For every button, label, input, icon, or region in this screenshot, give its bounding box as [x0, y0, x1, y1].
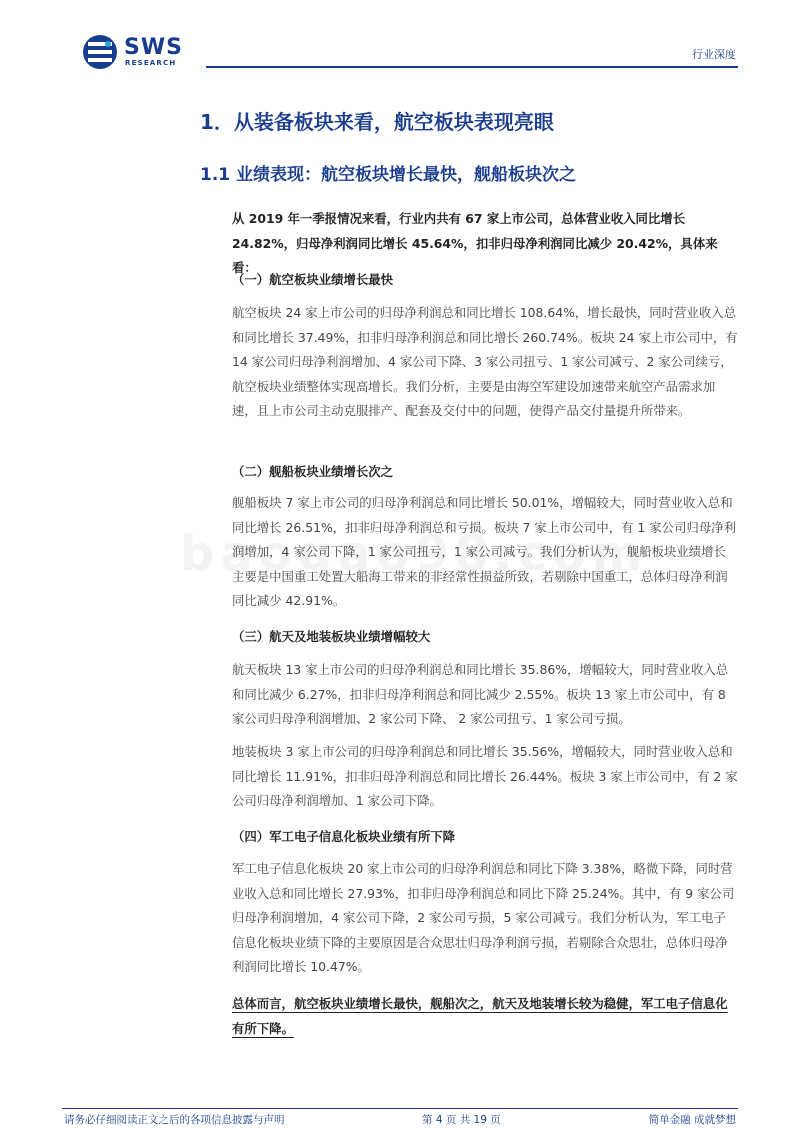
- page-number: 第 4 页 共 19 页: [422, 1114, 501, 1126]
- footer-slogan: 简单金融 成就梦想: [648, 1114, 736, 1126]
- paragraph-text: 舰船板块 7 家上市公司的归母净利润总和同比增长 50.01%，增幅较大，同时营业收入总和同比增长 26.51%，扣非归母净利润总和亏损。板块 7 家上市公司中，有 1 家公司归母净利润增加，4 家公司下降，1 家公司扭亏，1 家公司减亏。我们分析认为，舰船板块业绩增长主要是中国重工处置大船海工带来的非经常性损益所致，若剔除中国重工，总体归母净利润同比减少 42.91%。: [232, 495, 736, 608]
- summary-text: 总体而言，航空板块业绩增长最快，舰船次之，航天及地装增长较为稳健，军工电子信息化有所下降。: [232, 996, 728, 1036]
- paragraph-ground-equipment: [232, 740, 738, 814]
- brand-logo: [82, 34, 202, 70]
- footer-divider: [62, 1108, 738, 1109]
- watermark: [180, 526, 648, 582]
- logo-text: SWS: [124, 35, 183, 60]
- intro-text: 从 2019 年一季报情况来看，行业内共有 67 家上市公司，总体营业收入同比增长 24.82%，归母净利润同比增长 45.64%，扣非归母净利润同比减少 20.42%，具体来看：: [232, 211, 718, 275]
- paragraph-electronics: [232, 857, 738, 980]
- subheading-shipbuilding: （二）舰船板块业绩增长次之: [232, 464, 394, 479]
- summary-paragraph: [232, 992, 738, 1041]
- header-divider: [206, 66, 738, 68]
- logo-mark-icon: [82, 34, 118, 70]
- section-heading-1: 1．从装备板块来看，航空板块表现亮眼: [200, 110, 554, 134]
- paragraph-aviation: [232, 301, 738, 424]
- subheading-aviation: （一）航空板块业绩增长最快: [232, 272, 394, 287]
- logo-subtext: RESEARCH: [125, 59, 177, 67]
- section-heading-1-1: 1.1 业绩表现：航空板块增长最快，舰船板块次之: [200, 165, 577, 185]
- subheading-electronics: （四）军工电子信息化板块业绩有所下降: [232, 829, 456, 844]
- paragraph-text: 航空板块 24 家上市公司的归母净利润总和同比增长 108.64%，增长最快，同时营业收入总和同比增长 37.49%，扣非归母净利润总和同比增长 260.74%。板块 24 家上市公司中，有 14 家公司归母净利润增加、4 家公司下降、3 家公司扭亏、1 家公司减亏、2 家公司续亏，航空板块业绩整体实现高增长。我们分析，主要是由海空军建设加速带来航空产品需求加速，且上市公司主动克服排产、配套及交付中的问题，使得产品交付量提升所带来。: [232, 305, 738, 418]
- paragraph-text: 地装板块 3 家上市公司的归母净利润总和同比增长 35.56%，增幅较大，同时营业收入总和同比增长 11.91%，扣非归母净利润总和同比增长 26.44%。板块 3 家上市公司中，有 2 家公司归母净利润增加、1 家公司下降。: [232, 744, 738, 808]
- paragraph-text: 军工电子信息化板块 20 家上市公司的归母净利润总和同比下降 3.38%，略微下降，同时营业收入总和同比增长 27.93%，扣非归母净利润总和同比下降 25.24%。其中，有 9 家公司归母净利润增加，4 家公司下降，2 家公司亏损，5 家公司减亏。我们分析认为，军工电子信息化板块业绩下降的主要原因是合众思壮归母净利润亏损，若剔除合众思壮，总体归母净利润同比增长 10.47%。: [232, 861, 735, 974]
- paragraph-aerospace: [232, 658, 738, 732]
- footer-disclaimer: 请务必仔细阅读正文之后的各项信息披露与声明: [64, 1114, 285, 1126]
- report-type-tag: 行业深度: [692, 48, 736, 61]
- subheading-aerospace-ground: （三）航天及地装板块业绩增幅较大: [232, 629, 431, 644]
- paragraph-text: 航天板块 13 家上市公司的归母净利润总和同比增长 35.86%，增幅较大，同时营业收入总和同比减少 6.27%，扣非归母净利润总和同比减少 2.55%。板块 13 家上市公司中，有 8 家公司归母净利润增加、2 家公司下降、 2 家公司扭亏、1 家公司亏损。: [232, 662, 729, 726]
